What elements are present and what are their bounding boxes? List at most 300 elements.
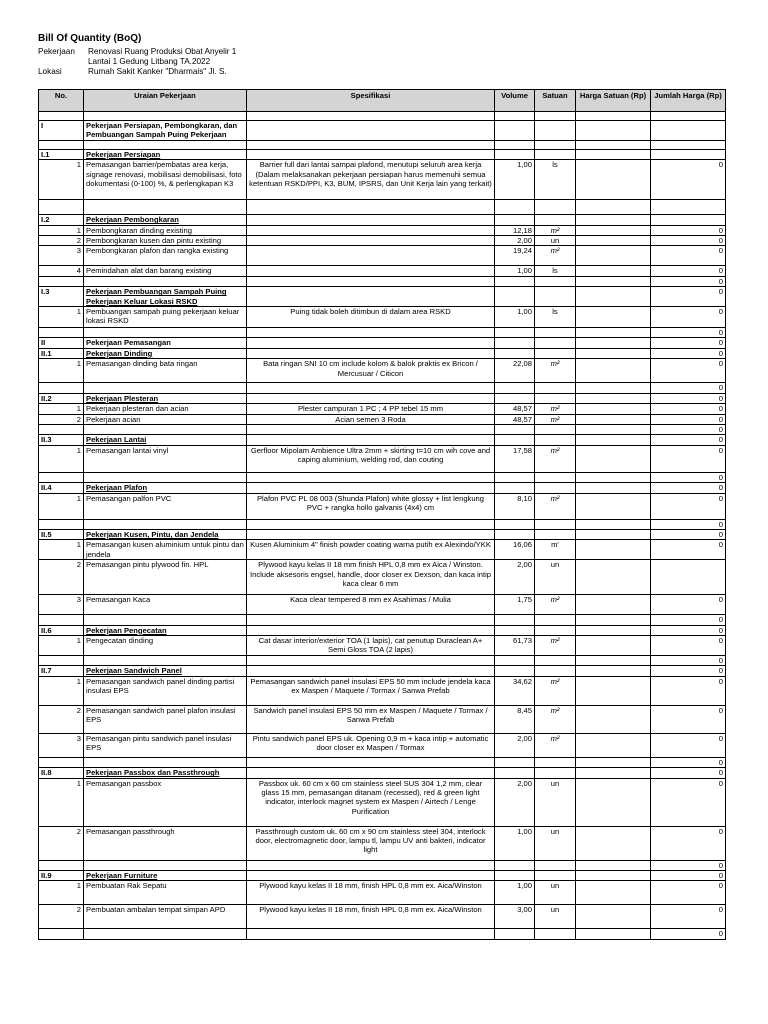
row-no: 1 <box>39 540 84 560</box>
row-satuan: ls <box>535 160 576 200</box>
row-harga-satuan <box>576 615 651 625</box>
row-jumlah-harga: 0 <box>651 393 726 403</box>
row-no: 1 <box>39 493 84 519</box>
row-spesifikasi <box>247 929 495 939</box>
row-volume <box>495 215 535 225</box>
row-volume: 22,08 <box>495 359 535 383</box>
row-volume <box>495 483 535 493</box>
row-uraian: Pembuatan ambalan tempat simpan APD <box>84 905 247 929</box>
row-harga-satuan <box>576 666 651 676</box>
row-volume: 1,75 <box>495 595 535 615</box>
row-harga-satuan <box>576 472 651 482</box>
item-row <box>39 493 726 519</box>
row-no: 2 <box>39 705 84 733</box>
row-harga-satuan <box>576 519 651 529</box>
row-spesifikasi: Plywood kayu kelas II 18 mm, finish HPL 0,8 mm ex. Aica/Winston <box>247 905 495 929</box>
row-satuan <box>535 338 576 348</box>
row-uraian <box>84 519 247 529</box>
item-row <box>39 540 726 560</box>
row-no <box>39 276 84 286</box>
spacer-row <box>39 860 726 870</box>
row-satuan: m² <box>535 445 576 472</box>
row-spesifikasi <box>247 483 495 493</box>
item-row <box>39 359 726 383</box>
spacer-row <box>39 200 726 215</box>
row-volume <box>495 666 535 676</box>
spacer-row <box>39 519 726 529</box>
spacer-row <box>39 929 726 939</box>
row-jumlah-harga: 0 <box>651 493 726 519</box>
row-satuan <box>535 655 576 665</box>
row-jumlah-harga: 0 <box>651 307 726 328</box>
row-satuan <box>535 348 576 358</box>
row-uraian: Pemasangan passbox <box>84 778 247 826</box>
row-harga-satuan <box>576 705 651 733</box>
spacer-row <box>39 112 726 121</box>
row-jumlah-harga: 0 <box>651 160 726 200</box>
row-spesifikasi <box>247 200 495 215</box>
row-spesifikasi <box>247 149 495 159</box>
row-uraian: Pembongkaran kusen dan pintu existing <box>84 236 247 246</box>
row-satuan <box>535 112 576 121</box>
row-harga-satuan <box>576 625 651 635</box>
row-no: 1 <box>39 359 84 383</box>
row-jumlah-harga: 0 <box>651 338 726 348</box>
row-jumlah-harga: 0 <box>651 276 726 286</box>
row-harga-satuan <box>576 236 651 246</box>
row-spesifikasi: Plywood kayu kelas II 18 mm finish HPL 0,8 mm ex Aica / Winston. Include aksesoris engsel, handle, door closer ex Dexson, dan kaca intip kaca clear 6 mm <box>247 560 495 595</box>
row-uraian <box>84 424 247 434</box>
row-volume: 1,00 <box>495 266 535 276</box>
row-spesifikasi <box>247 393 495 403</box>
row-jumlah-harga <box>651 200 726 215</box>
spacer-row <box>39 424 726 434</box>
row-satuan <box>535 393 576 403</box>
row-spesifikasi: Passthrough custom uk. 60 cm x 90 cm stainless steel 304, interlock door, electromagnetic door, lampu tl, lampu UV anti bakteri, indicator light <box>247 826 495 860</box>
row-spesifikasi: Gerfloor Mipolam Ambience Ultra 2mm + skirting t=10 cm wih cove and caping aluminium, welding rod, dan couting <box>247 445 495 472</box>
row-volume: 48,57 <box>495 414 535 424</box>
row-jumlah-harga <box>651 560 726 595</box>
row-satuan <box>535 666 576 676</box>
row-volume <box>495 768 535 778</box>
item-row <box>39 246 726 266</box>
item-row <box>39 236 726 246</box>
row-volume <box>495 383 535 393</box>
row-volume <box>495 121 535 141</box>
row-satuan: un <box>535 905 576 929</box>
row-volume <box>495 112 535 121</box>
row-uraian: Pekerjaan Dinding <box>84 348 247 358</box>
row-uraian <box>84 276 247 286</box>
row-volume <box>495 929 535 939</box>
row-satuan: ls <box>535 307 576 328</box>
item-row <box>39 705 726 733</box>
row-satuan: m² <box>535 733 576 757</box>
row-harga-satuan <box>576 140 651 149</box>
row-jumlah-harga <box>651 215 726 225</box>
row-spesifikasi: Plester campuran 1 PC ; 4 PP tebel 15 mm <box>247 404 495 414</box>
row-jumlah-harga: 0 <box>651 625 726 635</box>
row-jumlah-harga: 0 <box>651 246 726 266</box>
row-spesifikasi <box>247 236 495 246</box>
row-uraian: Pemasangan passthrough <box>84 826 247 860</box>
item-row <box>39 635 726 655</box>
subsection-row <box>39 215 726 225</box>
row-no: II.4 <box>39 483 84 493</box>
row-uraian: Pekerjaan Pengecatan <box>84 625 247 635</box>
row-satuan <box>535 768 576 778</box>
row-satuan <box>535 472 576 482</box>
subsection-row <box>39 483 726 493</box>
row-jumlah-harga: 0 <box>651 540 726 560</box>
row-harga-satuan <box>576 778 651 826</box>
row-jumlah-harga: 0 <box>651 435 726 445</box>
row-satuan: m² <box>535 676 576 705</box>
item-row <box>39 826 726 860</box>
row-spesifikasi <box>247 246 495 266</box>
row-spesifikasi: Cat dasar interior/exterior TOA (1 lapis), cat penutup Duraclean A+ Semi Gloss TOA (2 lapis) <box>247 635 495 655</box>
row-jumlah-harga: 0 <box>651 328 726 338</box>
row-spesifikasi <box>247 435 495 445</box>
row-no: 1 <box>39 160 84 200</box>
row-volume: 2,00 <box>495 733 535 757</box>
row-harga-satuan <box>576 149 651 159</box>
row-volume <box>495 348 535 358</box>
row-satuan <box>535 860 576 870</box>
row-no: II <box>39 338 84 348</box>
row-jumlah-harga: 0 <box>651 445 726 472</box>
row-no <box>39 200 84 215</box>
row-harga-satuan <box>576 676 651 705</box>
item-row <box>39 733 726 757</box>
row-harga-satuan <box>576 871 651 881</box>
row-volume: 1,00 <box>495 826 535 860</box>
row-jumlah-harga: 0 <box>651 768 726 778</box>
row-harga-satuan <box>576 307 651 328</box>
row-volume: 48,57 <box>495 404 535 414</box>
row-harga-satuan <box>576 655 651 665</box>
row-jumlah-harga: 0 <box>651 929 726 939</box>
row-uraian: Pekerjaan acian <box>84 414 247 424</box>
row-satuan: m² <box>535 493 576 519</box>
row-uraian <box>84 929 247 939</box>
spacer-row <box>39 328 726 338</box>
row-no: II.3 <box>39 435 84 445</box>
row-spesifikasi <box>247 625 495 635</box>
row-harga-satuan <box>576 225 651 235</box>
row-spesifikasi <box>247 140 495 149</box>
row-satuan <box>535 757 576 767</box>
row-volume <box>495 149 535 159</box>
subsection-row <box>39 149 726 159</box>
spacer-row <box>39 655 726 665</box>
row-spesifikasi: Bata ringan SNI 10 cm include kolom & balok praktis ex Bricon / Mercusuar / Citicon <box>247 359 495 383</box>
row-no <box>39 383 84 393</box>
row-uraian <box>84 328 247 338</box>
row-satuan <box>535 328 576 338</box>
item-row <box>39 445 726 472</box>
row-no <box>39 929 84 939</box>
row-satuan: m² <box>535 359 576 383</box>
row-satuan: un <box>535 826 576 860</box>
row-harga-satuan <box>576 121 651 141</box>
row-harga-satuan <box>576 414 651 424</box>
row-satuan: m² <box>535 404 576 414</box>
row-jumlah-harga <box>651 112 726 121</box>
boq-table <box>38 89 726 940</box>
row-no: I <box>39 121 84 141</box>
row-jumlah-harga: 0 <box>651 483 726 493</box>
row-spesifikasi <box>247 655 495 665</box>
row-volume: 2,00 <box>495 778 535 826</box>
row-uraian: Pembongkaran dinding existing <box>84 225 247 235</box>
row-satuan <box>535 149 576 159</box>
row-satuan: m² <box>535 595 576 615</box>
row-jumlah-harga: 0 <box>651 733 726 757</box>
row-harga-satuan <box>576 905 651 929</box>
col-header-spesifikasi: Spesifikasi <box>247 90 495 112</box>
row-volume: 8,10 <box>495 493 535 519</box>
row-volume: 17,58 <box>495 445 535 472</box>
row-satuan: m² <box>535 225 576 235</box>
row-uraian: Pekerjaan Persiapan, Pembongkaran, dan Pembuangan Sampah Puing Pekerjaan <box>84 121 247 141</box>
row-no: 1 <box>39 404 84 414</box>
row-uraian: Pemasangan pintu plywood fin. HPL <box>84 560 247 595</box>
row-jumlah-harga: 0 <box>651 615 726 625</box>
row-spesifikasi: Pemasangan sandwich panel insulasi EPS 50 mm include jendela kaca ex Maspen / Maquete / Tormax / Sanwa Prefab <box>247 676 495 705</box>
row-no: 3 <box>39 246 84 266</box>
row-harga-satuan <box>576 560 651 595</box>
row-volume: 1,00 <box>495 881 535 905</box>
row-uraian: Pemasangan pintu sandwich panel insulasi EPS <box>84 733 247 757</box>
row-satuan <box>535 140 576 149</box>
pekerjaan-value-line-1: Renovasi Ruang Produksi Obat Anyelir 1 <box>88 47 237 56</box>
row-satuan <box>535 519 576 529</box>
row-jumlah-harga: 0 <box>651 705 726 733</box>
row-harga-satuan <box>576 768 651 778</box>
row-spesifikasi: Kusen Aluminium 4" finish powder coating warna putih ex Alexindo/YKK <box>247 540 495 560</box>
row-uraian: Pekerjaan Lantai <box>84 435 247 445</box>
row-volume <box>495 140 535 149</box>
col-header-no: No. <box>39 90 84 112</box>
row-harga-satuan <box>576 733 651 757</box>
row-no: 2 <box>39 414 84 424</box>
row-spesifikasi <box>247 215 495 225</box>
row-harga-satuan <box>576 393 651 403</box>
row-satuan <box>535 215 576 225</box>
row-jumlah-harga: 0 <box>651 595 726 615</box>
row-harga-satuan <box>576 483 651 493</box>
row-harga-satuan <box>576 826 651 860</box>
row-spesifikasi: Passbox uk. 60 cm x 60 cm stainless steel SUS 304 1,2 mm, clear glass 15 mm, pemasangan ditanam (recessed), red & green light indicator, interlock magnet system ex Maspen / Airtech / Lenge Purification <box>247 778 495 826</box>
row-harga-satuan <box>576 529 651 539</box>
row-satuan <box>535 424 576 434</box>
row-jumlah-harga: 0 <box>651 905 726 929</box>
item-row <box>39 414 726 424</box>
row-satuan <box>535 625 576 635</box>
row-no: II.6 <box>39 625 84 635</box>
row-no: I.3 <box>39 287 84 307</box>
row-volume <box>495 287 535 307</box>
row-uraian <box>84 112 247 121</box>
row-spesifikasi: Barrier full dari lantai sampai plafond, menutupi seluruh area kerja (Dalam melaksanakan pekerjaan persiapan harus memenuhi semua ketentuan RSKD/PPI, K3, BUM, IPSRS, dan Unit Kerja lain yang terkait) <box>247 160 495 200</box>
col-header-harga-satuan: Harga Satuan (Rp) <box>576 90 651 112</box>
spacer-row <box>39 757 726 767</box>
row-no <box>39 140 84 149</box>
row-harga-satuan <box>576 435 651 445</box>
row-volume <box>495 472 535 482</box>
row-spesifikasi <box>247 615 495 625</box>
row-satuan <box>535 483 576 493</box>
lokasi-value: Rumah Sakit Kanker "Dharmais" Jl. S. <box>88 67 227 77</box>
row-satuan: un <box>535 236 576 246</box>
row-volume <box>495 424 535 434</box>
row-harga-satuan <box>576 424 651 434</box>
row-uraian: Pembuangan sampah puing pekerjaan keluar lokasi RSKD <box>84 307 247 328</box>
row-volume: 19,24 <box>495 246 535 266</box>
row-no: 1 <box>39 445 84 472</box>
item-row <box>39 560 726 595</box>
row-jumlah-harga: 0 <box>651 635 726 655</box>
row-satuan: un <box>535 560 576 595</box>
row-jumlah-harga: 0 <box>651 266 726 276</box>
row-harga-satuan <box>576 881 651 905</box>
row-no <box>39 655 84 665</box>
row-uraian: Pemasangan lantai vinyl <box>84 445 247 472</box>
row-spesifikasi <box>247 529 495 539</box>
item-row <box>39 266 726 276</box>
row-jumlah-harga: 0 <box>651 666 726 676</box>
row-uraian <box>84 757 247 767</box>
row-uraian: Pembongkaran plafon dan rangka existing <box>84 246 247 266</box>
item-row <box>39 881 726 905</box>
row-no: II.2 <box>39 393 84 403</box>
row-no: 4 <box>39 266 84 276</box>
row-harga-satuan <box>576 112 651 121</box>
row-satuan <box>535 615 576 625</box>
row-jumlah-harga: 0 <box>651 655 726 665</box>
row-spesifikasi <box>247 871 495 881</box>
row-harga-satuan <box>576 338 651 348</box>
subsection-row <box>39 287 726 307</box>
row-uraian: Pekerjaan Pemasangan <box>84 338 247 348</box>
row-jumlah-harga: 0 <box>651 348 726 358</box>
row-no: 2 <box>39 826 84 860</box>
col-header-jumlah-harga: Jumlah Harga (Rp) <box>651 90 726 112</box>
spacer-row <box>39 472 726 482</box>
row-jumlah-harga: 0 <box>651 424 726 434</box>
row-spesifikasi: Plywood kayu kelas II 18 mm, finish HPL 0,8 mm ex. Aica/Winston <box>247 881 495 905</box>
row-jumlah-harga <box>651 140 726 149</box>
row-uraian: Pekerjaan Pembuangan Sampah Puing Pekerjaan Keluar Lokasi RSKD <box>84 287 247 307</box>
row-jumlah-harga <box>651 149 726 159</box>
row-volume: 2,00 <box>495 236 535 246</box>
row-satuan <box>535 121 576 141</box>
row-volume: 1,00 <box>495 160 535 200</box>
lokasi-label: Lokasi <box>38 67 62 77</box>
row-no: 1 <box>39 676 84 705</box>
row-uraian: Pemasangan Kaca <box>84 595 247 615</box>
row-no <box>39 328 84 338</box>
row-harga-satuan <box>576 200 651 215</box>
row-uraian: Pemasangan sandwich panel plafon insulasi EPS <box>84 705 247 733</box>
row-uraian: Pekerjaan Kusen, Pintu, dan Jendela <box>84 529 247 539</box>
row-volume: 34,62 <box>495 676 535 705</box>
row-uraian <box>84 383 247 393</box>
row-spesifikasi: Sandwich panel insulasi EPS 50 mm ex Maspen / Maquete / Tormax / Sanwa Prefab <box>247 705 495 733</box>
row-spesifikasi: Plafon PVC PL 08 003 (Shunda Plafon) white glossy + list lengkung PVC + rangka hollo galvanis (4x4) cm <box>247 493 495 519</box>
row-uraian: Pekerjaan Persiapan <box>84 149 247 159</box>
row-jumlah-harga: 0 <box>651 826 726 860</box>
row-no: II.9 <box>39 871 84 881</box>
spacer-row <box>39 383 726 393</box>
row-jumlah-harga: 0 <box>651 404 726 414</box>
row-uraian <box>84 615 247 625</box>
row-no: II.8 <box>39 768 84 778</box>
row-no <box>39 112 84 121</box>
row-spesifikasi: Pintu sandwich panel EPS uk. Opening 0,9 m + kaca intip + automatic door closer ex Maspen / Tormax <box>247 733 495 757</box>
row-harga-satuan <box>576 929 651 939</box>
row-spesifikasi <box>247 860 495 870</box>
row-spesifikasi <box>247 472 495 482</box>
row-harga-satuan <box>576 246 651 266</box>
row-satuan: m' <box>535 540 576 560</box>
row-volume <box>495 200 535 215</box>
row-spesifikasi <box>247 348 495 358</box>
pekerjaan-label: Pekerjaan <box>38 47 75 56</box>
subsection-row <box>39 435 726 445</box>
row-uraian <box>84 655 247 665</box>
row-jumlah-harga: 0 <box>651 757 726 767</box>
row-harga-satuan <box>576 276 651 286</box>
row-no: II.1 <box>39 348 84 358</box>
row-volume <box>495 625 535 635</box>
row-satuan <box>535 200 576 215</box>
spacer-row <box>39 615 726 625</box>
row-volume: 1,00 <box>495 307 535 328</box>
row-volume: 3,00 <box>495 905 535 929</box>
row-no: 1 <box>39 307 84 328</box>
row-volume <box>495 860 535 870</box>
row-jumlah-harga: 0 <box>651 871 726 881</box>
section-row <box>39 121 726 141</box>
row-harga-satuan <box>576 328 651 338</box>
row-volume: 2,00 <box>495 560 535 595</box>
row-jumlah-harga: 0 <box>651 519 726 529</box>
row-harga-satuan <box>576 359 651 383</box>
row-uraian: Pemindahan alat dan barang existing <box>84 266 247 276</box>
row-no: I.2 <box>39 215 84 225</box>
subsection-row <box>39 871 726 881</box>
table-body <box>39 112 726 940</box>
row-spesifikasi <box>247 519 495 529</box>
row-spesifikasi <box>247 338 495 348</box>
pekerjaan-value-line-2: Lantai 1 Gedung Litbang TA.2022 <box>88 57 211 67</box>
row-harga-satuan <box>576 445 651 472</box>
row-uraian: Pengecatan dinding <box>84 635 247 655</box>
row-spesifikasi <box>247 112 495 121</box>
row-volume <box>495 393 535 403</box>
row-jumlah-harga: 0 <box>651 236 726 246</box>
row-satuan: m² <box>535 246 576 266</box>
row-uraian: Pekerjaan Pembongkaran <box>84 215 247 225</box>
row-spesifikasi <box>247 328 495 338</box>
row-no: II.5 <box>39 529 84 539</box>
item-row <box>39 778 726 826</box>
row-satuan: un <box>535 778 576 826</box>
row-jumlah-harga: 0 <box>651 676 726 705</box>
row-uraian: Pemasangan kusen aluminium untuk pintu dan jendela <box>84 540 247 560</box>
